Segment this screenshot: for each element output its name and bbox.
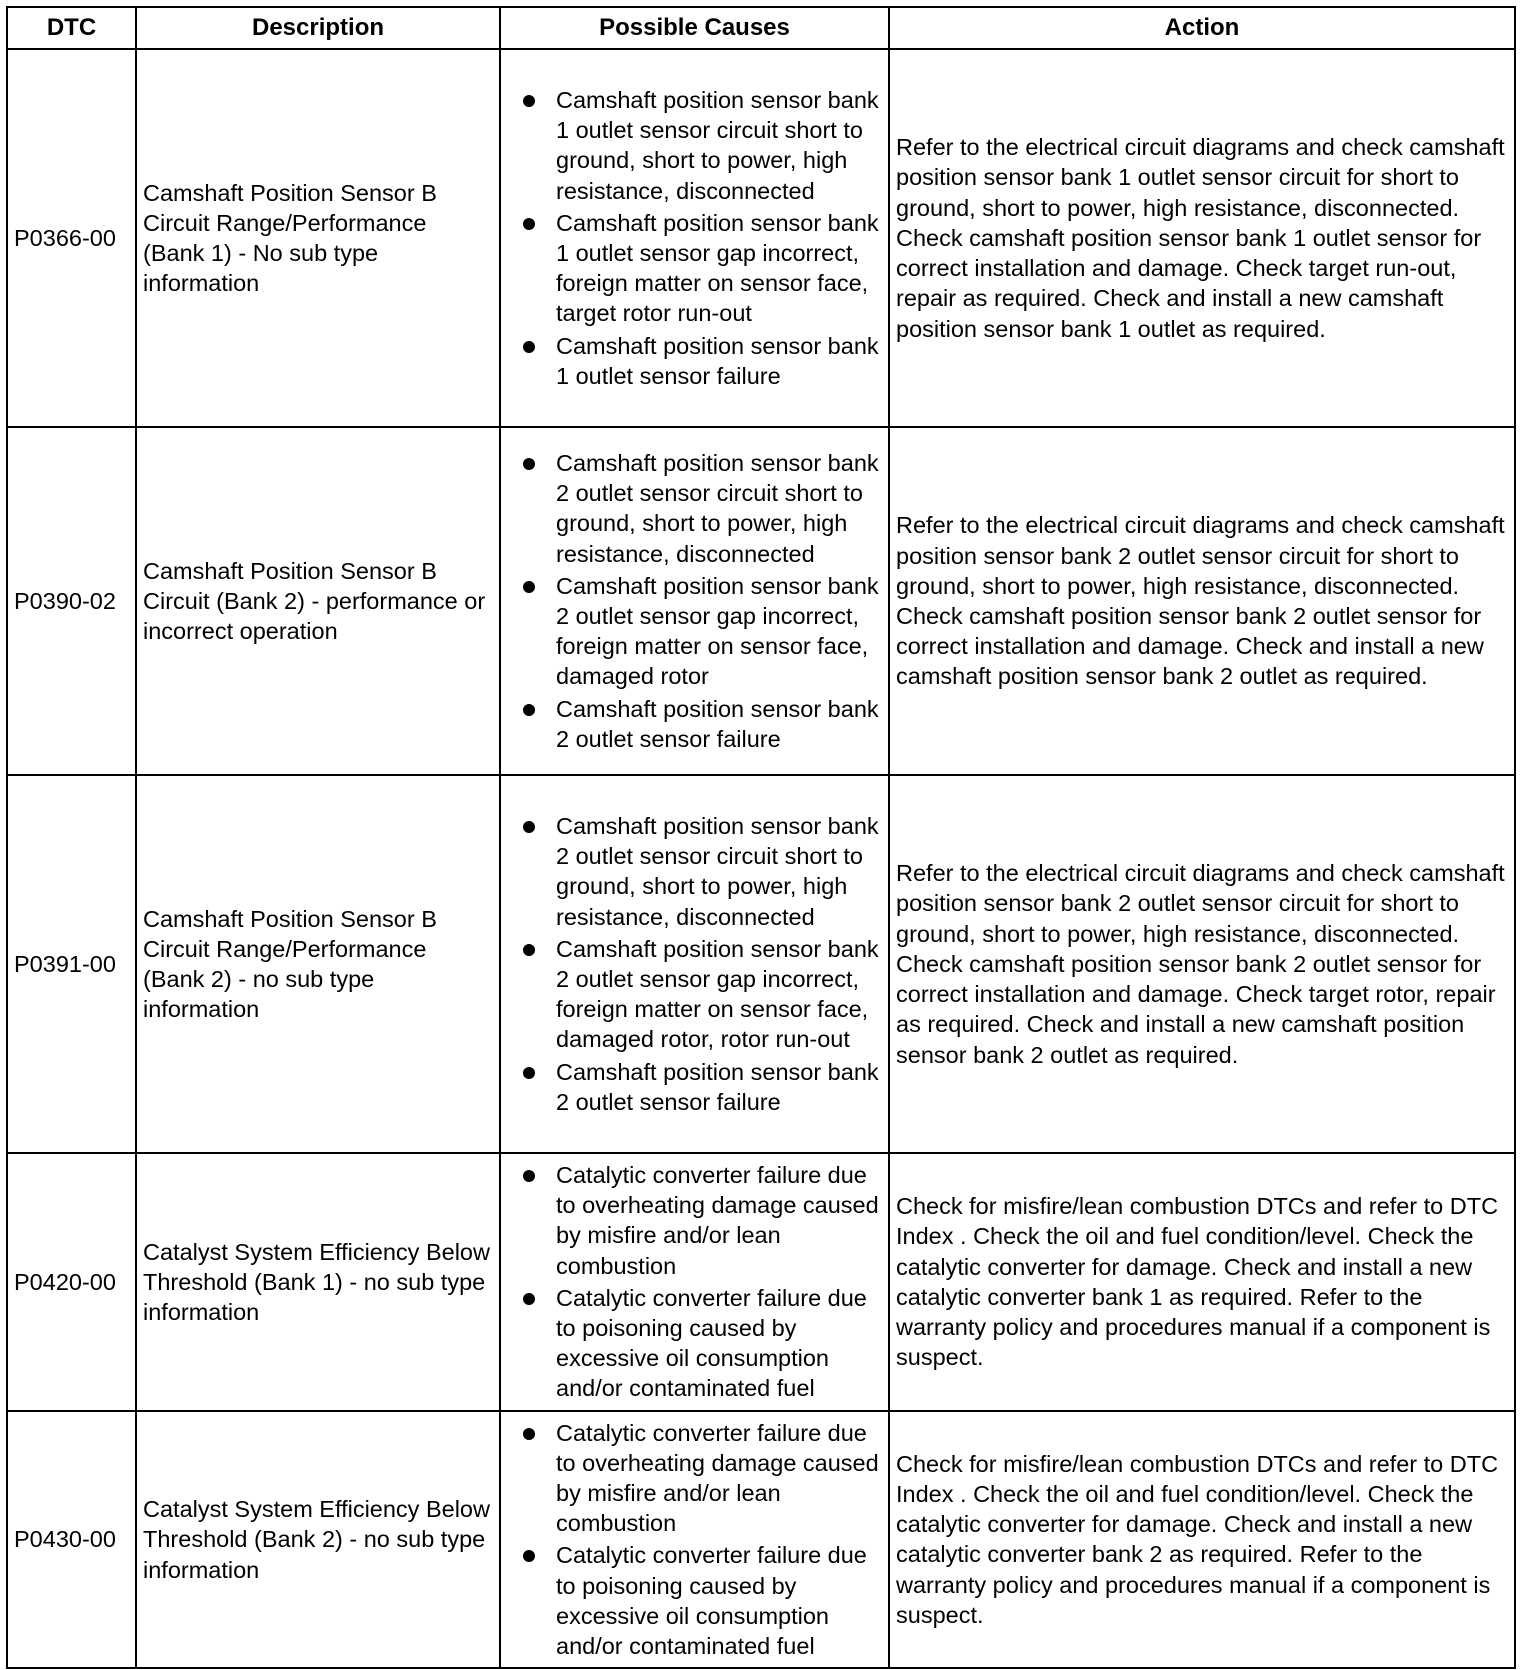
bullet-icon (523, 458, 535, 470)
table-row (7, 1153, 1515, 1411)
possible-causes (500, 775, 889, 1153)
cause-text: Camshaft position sensor bank 2 outlet sensor failure (556, 695, 879, 752)
cause-text: Catalytic converter failure due to poisoning caused by excessive oil consumption and/or contaminated fuel (556, 1542, 867, 1660)
dtc-description: Camshaft Position Sensor B Circuit Range/Performance (Bank 2) - no sub type information (136, 775, 500, 1153)
cause-item (501, 1418, 882, 1539)
possible-causes (500, 1411, 889, 1669)
cause-text: Camshaft position sensor bank 1 outlet sensor circuit short to ground, short to power, high resistance, disconnected (556, 86, 879, 204)
column-header-causes: Possible Causes (500, 7, 889, 49)
cause-item (501, 1540, 882, 1661)
bullet-icon (523, 581, 535, 593)
cause-item (501, 811, 882, 932)
cause-text: Camshaft position sensor bank 2 outlet sensor gap incorrect, foreign matter on sensor face, damaged rotor, rotor run-out (556, 935, 879, 1053)
cause-list (501, 811, 882, 1117)
cause-item (501, 208, 882, 329)
cause-text: Camshaft position sensor bank 2 outlet sensor gap incorrect, foreign matter on sensor face, damaged rotor (556, 572, 879, 690)
column-header-dtc: DTC (7, 7, 136, 49)
bullet-icon (523, 1170, 535, 1182)
bullet-icon (523, 944, 535, 956)
cause-item (501, 694, 882, 754)
table-row (7, 775, 1515, 1153)
possible-causes (500, 49, 889, 427)
dtc-description: Camshaft Position Sensor B Circuit (Bank 2) - performance or incorrect operation (136, 427, 500, 775)
cause-text: Camshaft position sensor bank 1 outlet sensor gap incorrect, foreign matter on sensor face, target rotor run-out (556, 209, 879, 327)
table-header-row (7, 7, 1515, 49)
cause-text: Camshaft position sensor bank 2 outlet sensor circuit short to ground, short to power, high resistance, disconnected (556, 812, 879, 930)
table-row (7, 49, 1515, 427)
possible-causes (500, 1153, 889, 1411)
dtc-code: P0430-00 (7, 1411, 136, 1669)
dtc-action: Check for misfire/lean combustion DTCs and refer to DTC Index . Check the oil and fuel condition/level. Check the catalytic converter for damage. Check and install a new catalytic converter bank 2 as required. Refer to the warranty policy and procedures manual if a component is suspect. (889, 1411, 1515, 1669)
dtc-action: Check for misfire/lean combustion DTCs and refer to DTC Index . Check the oil and fuel condition/level. Check the catalytic converter for damage. Check and install a new catalytic converter bank 1 as required. Refer to the warranty policy and procedures manual if a component is suspect. (889, 1153, 1515, 1411)
cause-text: Camshaft position sensor bank 2 outlet sensor failure (556, 1058, 879, 1115)
cause-text: Catalytic converter failure due to poisoning caused by excessive oil consumption and/or contaminated fuel (556, 1284, 867, 1402)
cause-text: Camshaft position sensor bank 1 outlet sensor failure (556, 332, 879, 389)
table-row (7, 1411, 1515, 1669)
dtc-code: P0366-00 (7, 49, 136, 427)
dtc-code: P0391-00 (7, 775, 136, 1153)
dtc-description: Catalyst System Efficiency Below Threshold (Bank 2) - no sub type information (136, 1411, 500, 1669)
dtc-table (6, 6, 1516, 1669)
cause-item (501, 934, 882, 1055)
bullet-icon (523, 1550, 535, 1562)
bullet-icon (523, 1428, 535, 1440)
bullet-icon (523, 95, 535, 107)
cause-item (501, 331, 882, 391)
column-header-action: Action (889, 7, 1515, 49)
bullet-icon (523, 704, 535, 716)
dtc-description: Camshaft Position Sensor B Circuit Range/Performance (Bank 1) - No sub type information (136, 49, 500, 427)
cause-item (501, 448, 882, 569)
bullet-icon (523, 341, 535, 353)
cause-list (501, 448, 882, 754)
cause-list (501, 1418, 882, 1662)
bullet-icon (523, 218, 535, 230)
cause-item (501, 1283, 882, 1404)
cause-item (501, 1057, 882, 1117)
bullet-icon (523, 1067, 535, 1079)
possible-causes (500, 427, 889, 775)
cause-item (501, 571, 882, 692)
column-header-description: Description (136, 7, 500, 49)
cause-text: Catalytic converter failure due to overheating damage caused by misfire and/or lean combustion (556, 1419, 879, 1537)
cause-list (501, 1160, 882, 1404)
table-row (7, 427, 1515, 775)
dtc-code: P0420-00 (7, 1153, 136, 1411)
cause-text: Catalytic converter failure due to overheating damage caused by misfire and/or lean combustion (556, 1162, 879, 1279)
cause-item (501, 85, 882, 206)
dtc-action: Refer to the electrical circuit diagrams and check camshaft position sensor bank 2 outlet sensor circuit for short to ground, short to power, high resistance, disconnected. Check camshaft position sensor bank 2 outlet sensor for correct installation and damage. Check and install a new camshaft position sensor bank 2 outlet as required. (889, 427, 1515, 775)
bullet-icon (523, 1293, 535, 1305)
bullet-icon (523, 821, 535, 833)
cause-item (501, 1160, 882, 1281)
cause-text: Camshaft position sensor bank 2 outlet sensor circuit short to ground, short to power, high resistance, disconnected (556, 449, 879, 567)
dtc-description: Catalyst System Efficiency Below Threshold (Bank 1) - no sub type information (136, 1153, 500, 1411)
cause-list (501, 85, 882, 391)
dtc-code: P0390-02 (7, 427, 136, 775)
dtc-action: Refer to the electrical circuit diagrams and check camshaft position sensor bank 1 outlet sensor circuit for short to ground, short to power, high resistance, disconnected. Check camshaft position sensor bank 1 outlet sensor for correct installation and damage. Check target run-out, repair as required. Check and install a new camshaft position sensor bank 1 outlet as required. (889, 49, 1515, 427)
dtc-action: Refer to the electrical circuit diagrams and check camshaft position sensor bank 2 outlet sensor circuit for short to ground, short to power, high resistance, disconnected. Check camshaft position sensor bank 2 outlet sensor for correct installation and damage. Check target rotor, repair as required. Check and install a new camshaft position sensor bank 2 outlet as required. (889, 775, 1515, 1153)
